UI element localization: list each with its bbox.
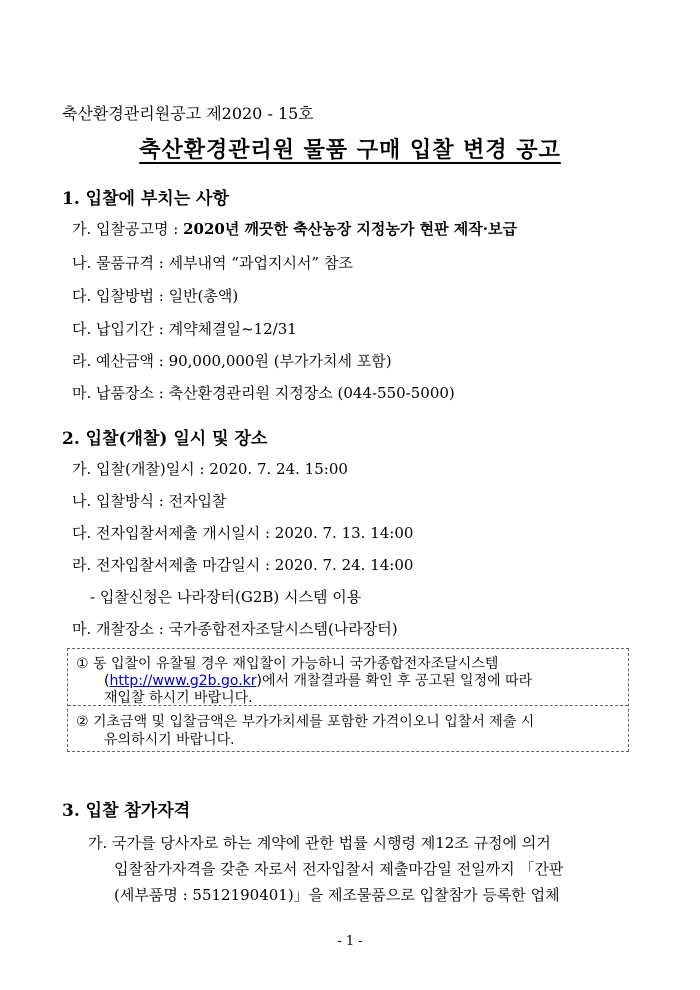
list-item — [72, 350, 392, 371]
item-value: 축산환경관리원 지정장소 (044-550-5000) — [168, 384, 455, 402]
list-item: 라. 전자입찰서제출 마감일시 : 2020. 7. 24. 14:00 — [72, 556, 414, 574]
item-label: 가. 입찰공고명 : — [72, 220, 184, 238]
item-value: 계약체결일~12/31 — [168, 320, 297, 338]
section-2-heading: 2. 입찰(개찰) 일시 및 장소 — [62, 429, 268, 449]
item-label: 나. 물품규격 : — [72, 254, 169, 272]
paragraph-line: 입찰참가자격을 갖춘 자로서 전자입찰서 제출마감일 전일까지 「간판 — [114, 860, 564, 878]
paragraph-line: 가. 국가를 당사자로 하는 계약에 관한 법률 시행령 제12조 규정에 의거 — [88, 834, 551, 852]
list-item: 가. 입찰(개찰)일시 : 2020. 7. 24. 15:00 — [72, 460, 348, 478]
list-item — [72, 252, 353, 273]
paragraph-line: (세부품명 : 5512190401)」을 제조물품으로 입찰참가 등록한 업체 — [114, 886, 560, 904]
note-1-line-2: (http://www.g2b.go.kr)에서 개찰결과를 확인 후 공고된 일정에 따라 — [104, 673, 533, 689]
list-item: 마. 개찰장소 : 국가종합전자조달시스템(나라장터) — [72, 620, 398, 638]
section-3-heading: 3. 입찰 참가자격 — [62, 801, 191, 821]
section-1-heading: 1. 입찰에 부치는 사항 — [62, 189, 229, 209]
item-label: 다. 입찰방법 : — [72, 287, 169, 305]
notice-number: 축산환경관리원공고 제2020 - 15호 — [62, 104, 314, 123]
note-1-line-3: 재입찰 하시기 바랍니다. — [104, 690, 253, 706]
page-title: 축산환경관리원 물품 구매 입찰 변경 공고 — [139, 137, 561, 163]
note-2-line-2: 유의하시기 바랍니다. — [104, 732, 235, 748]
item-label: 라. 예산금액 : — [72, 352, 169, 370]
item-value: 90,000,000원 (부가가치세 포함) — [168, 352, 392, 370]
list-item — [72, 318, 297, 339]
divider — [68, 705, 628, 706]
list-item — [72, 382, 455, 403]
page-number: - 1 - — [337, 934, 363, 949]
list-item — [72, 218, 517, 239]
g2b-link[interactable]: http://www.g2b.go.kr — [109, 673, 257, 689]
item-value: 일반(총액) — [168, 287, 239, 305]
note-1-line-1: ① 동 입찰이 유찰될 경우 재입찰이 가능하니 국가종합전자조달시스템 — [76, 656, 499, 672]
note-2-line-1: ② 기초금액 및 입찰금액은 부가가치세를 포함한 가격이오니 입찰서 제출 시 — [76, 714, 535, 730]
notes-box — [67, 648, 629, 752]
item-value: 2020년 깨끗한 축산농장 지정농가 현판 제작·보급 — [183, 220, 517, 238]
item-value: 세부내역 “과업지시서” 참조 — [168, 254, 353, 272]
list-item: - 입찰신청은 나라장터(G2B) 시스템 이용 — [90, 588, 362, 606]
list-item: 다. 전자입찰서제출 개시일시 : 2020. 7. 13. 14:00 — [72, 524, 414, 542]
item-label: 다. 납입기간 : — [72, 320, 169, 338]
list-item: 나. 입찰방식 : 전자입찰 — [72, 492, 227, 510]
item-label: 마. 납품장소 : — [72, 384, 169, 402]
list-item — [72, 285, 238, 306]
